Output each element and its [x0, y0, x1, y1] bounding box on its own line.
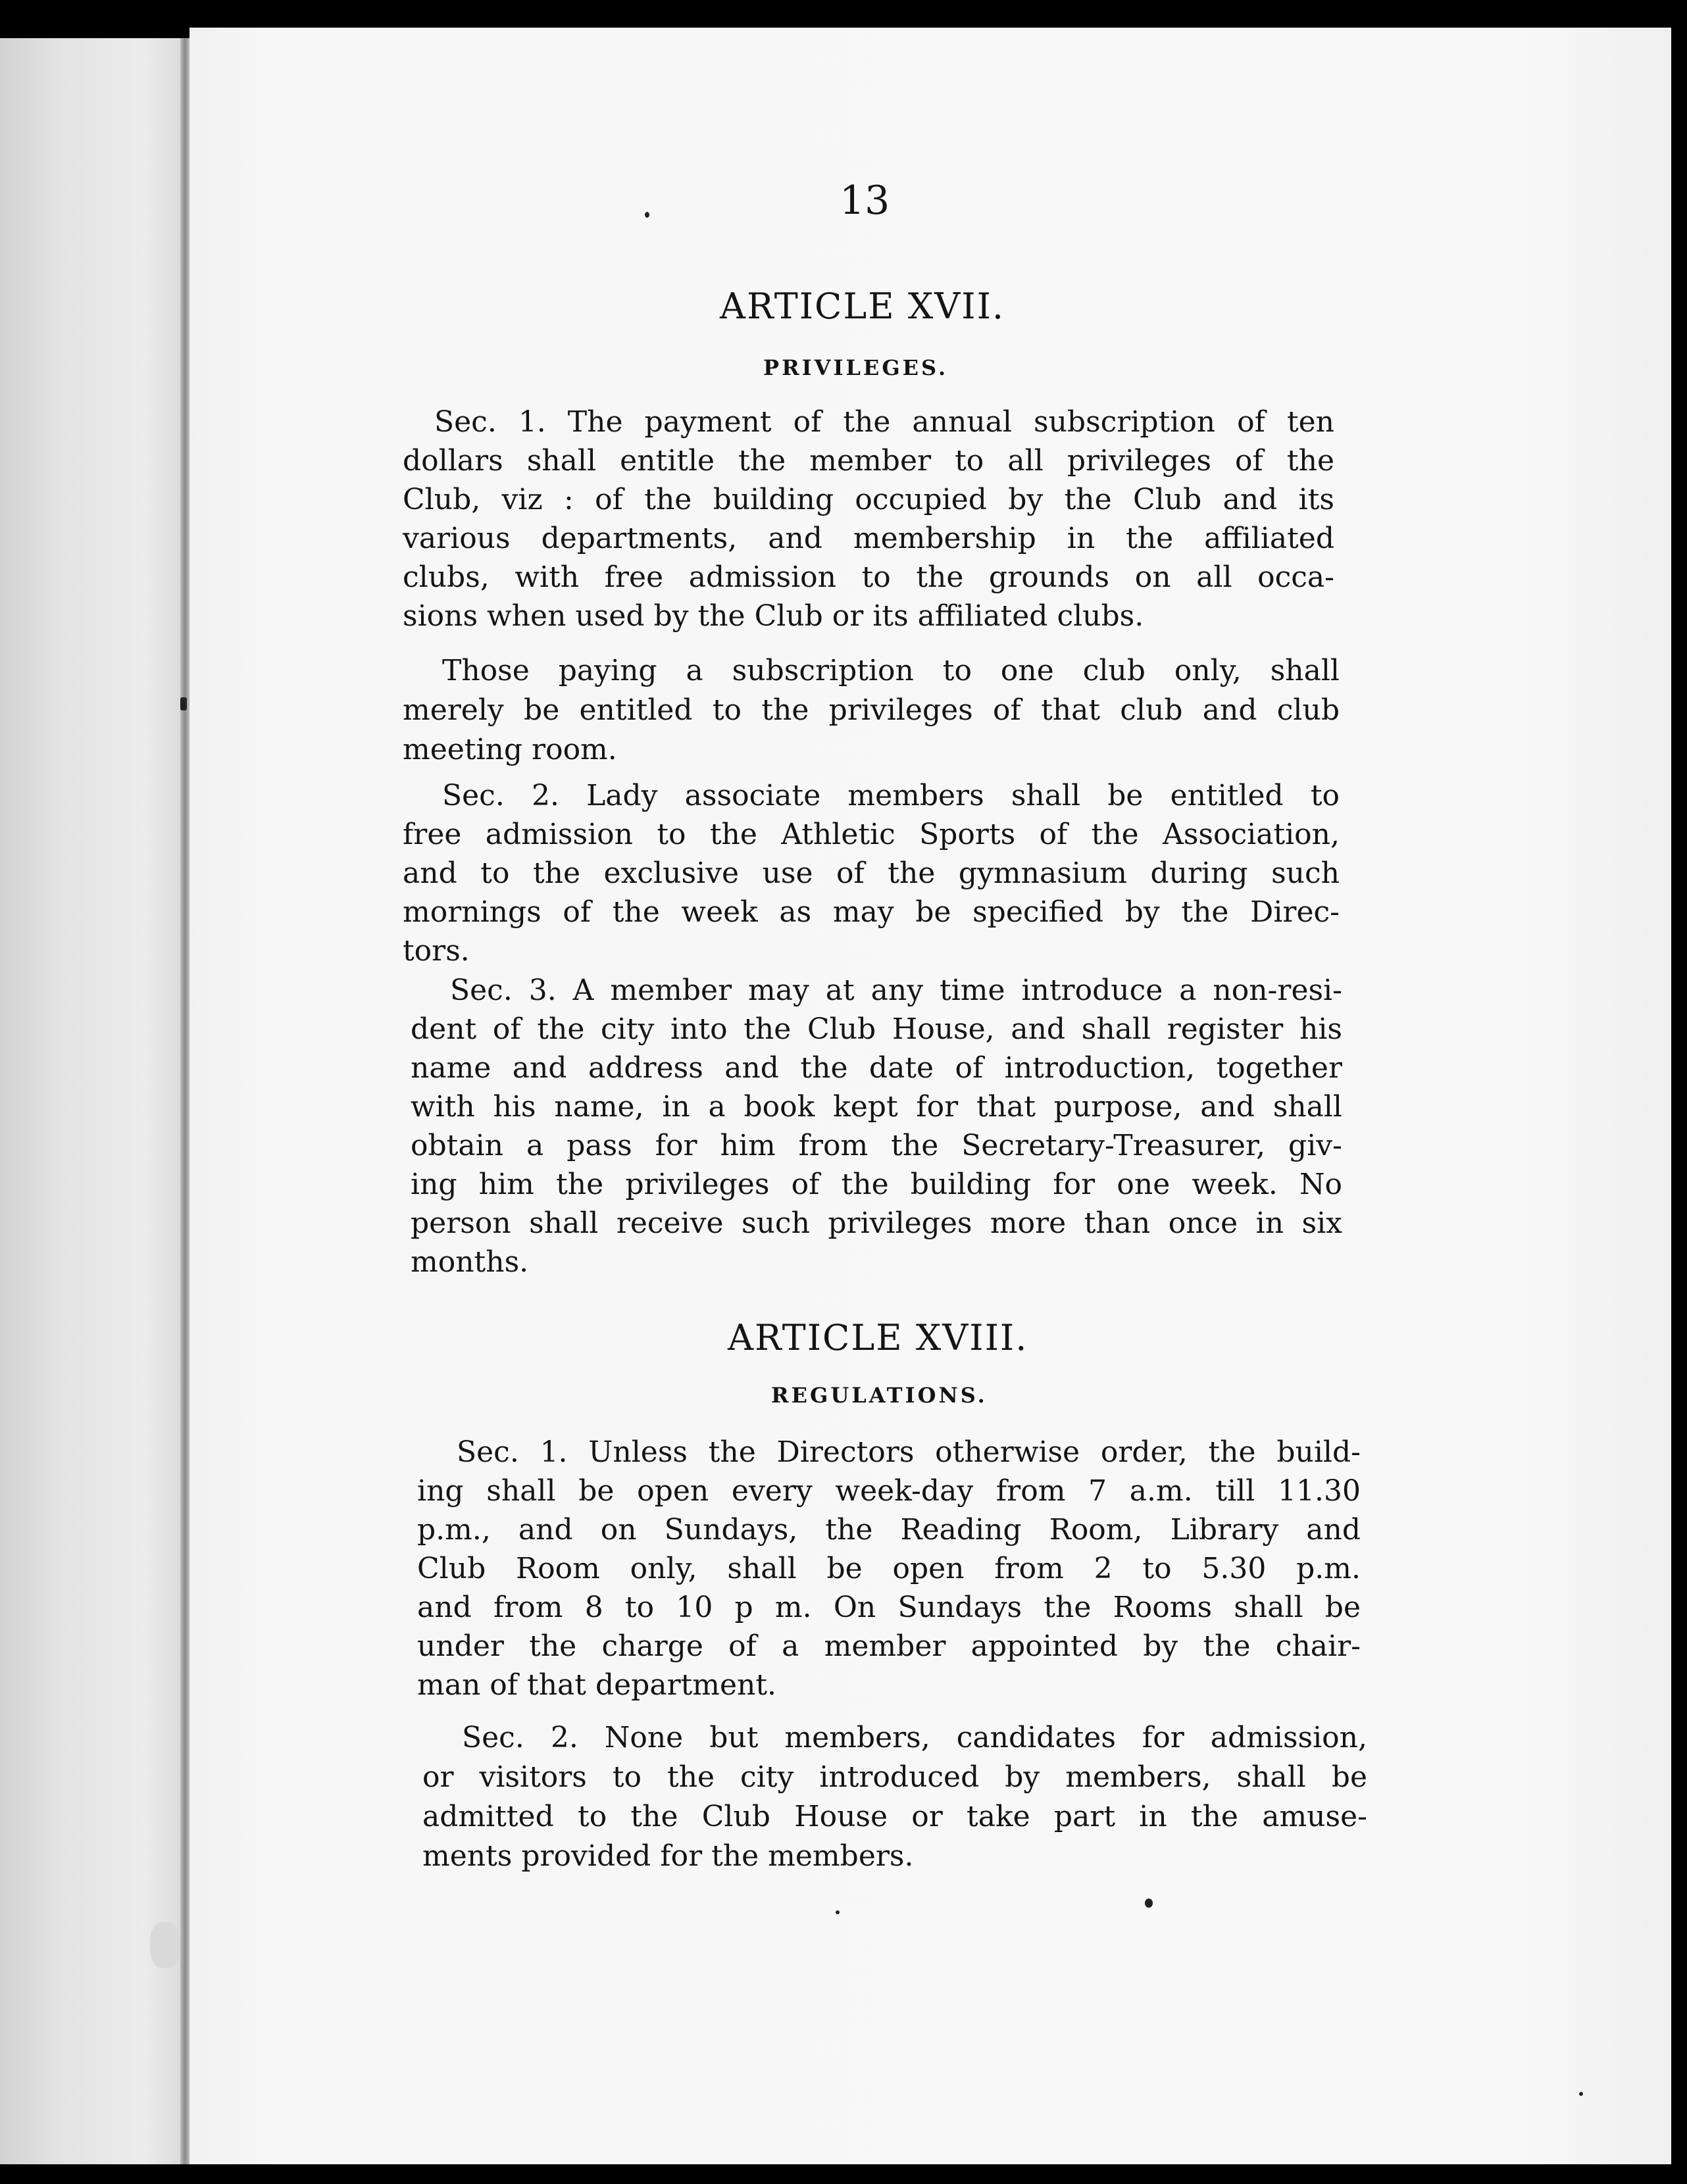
text-line: Club, viz : of the building occupied by the Club and its: [403, 483, 1334, 516]
text-line: Those paying a subscription to one club only, shall: [442, 654, 1340, 687]
text-line: mornings of the week as may be specified by the Direc-: [403, 895, 1340, 929]
article-xvii-sec2: [403, 776, 1340, 970]
text-line: ing shall be open every week-day from 7 a.m. till 11.30: [417, 1474, 1361, 1508]
text-line: Sec. 2. Lady associate members shall be entitled to: [442, 779, 1340, 812]
ink-speck: [1579, 2092, 1583, 2096]
text-line: and to the exclusive use of the gymnasium during such: [403, 856, 1340, 890]
text-line: Sec. 1. The payment of the annual subscription of ten: [434, 405, 1334, 439]
text-line: tors.: [403, 934, 470, 968]
text-line: or visitors to the city introduced by members, shall be: [422, 1760, 1367, 1794]
article-xvii-sec1: [403, 403, 1334, 635]
text-line: obtain a pass for him from the Secretary-Treasurer, giv-: [411, 1129, 1342, 1162]
text-line: various departments, and membership in the affiliated: [403, 522, 1334, 555]
regulations-subheading: REGULATIONS.: [771, 1383, 988, 1408]
text-line: and from 8 to 10 p m. On Sundays the Rooms shall be: [417, 1591, 1361, 1624]
text-line: p.m., and on Sundays, the Reading Room, Library and: [417, 1513, 1361, 1547]
text-line: with his name, in a book kept for that purpose, and shall: [411, 1090, 1342, 1124]
article-xvii-heading: ARTICLE XVII.: [720, 285, 1005, 327]
text-line: admitted to the Club House or take part in the amuse-: [422, 1800, 1367, 1833]
article-xvii-sec1-continued: [403, 651, 1340, 770]
text-line: Club Room only, shall be open from 2 to 5.30 p.m.: [417, 1552, 1361, 1585]
text-line: dollars shall entitle the member to all privileges of the: [403, 444, 1334, 478]
text-line: man of that department.: [417, 1668, 777, 1702]
text-line: under the charge of a member appointed by the chair-: [417, 1629, 1361, 1663]
page-blemish: [150, 1922, 180, 1968]
ink-speck: [1145, 1899, 1153, 1908]
text-line: Sec. 1. Unless the Directors otherwise order, the build-: [457, 1435, 1361, 1469]
book-gutter: [180, 38, 189, 2164]
text-line: person shall receive such privileges more than once in six: [411, 1206, 1342, 1240]
page-number: 13: [840, 178, 890, 224]
facing-page: [0, 38, 180, 2164]
text-line: ments provided for the members.: [422, 1839, 914, 1873]
article-xviii-sec1: [417, 1433, 1361, 1704]
text-line: dent of the city into the Club House, and shall register his: [411, 1012, 1342, 1046]
text-line: free admission to the Athletic Sports of the Association,: [403, 818, 1340, 851]
text-line: Sec. 3. A member may at any time introduce a non-resi-: [450, 974, 1342, 1007]
text-line: Sec. 2. None but members, candidates for admission,: [462, 1721, 1367, 1754]
text-line: ing him the privileges of the building for one week. No: [411, 1168, 1342, 1201]
text-line: merely be entitled to the privileges of that club and club: [403, 693, 1340, 727]
article-xvii-sec3: [411, 971, 1342, 1281]
text-line: meeting room.: [403, 733, 617, 766]
article-xviii-sec2: [422, 1718, 1367, 1876]
ink-speck: [180, 697, 187, 710]
text-line: months.: [411, 1245, 529, 1279]
text-line: clubs, with free admission to the grounds on all occa-: [403, 560, 1334, 594]
ink-speck: [645, 212, 649, 218]
text-line: sions when used by the Club or its affiliated clubs.: [403, 599, 1144, 633]
text-line: name and address and the date of introduction, together: [411, 1051, 1342, 1085]
article-xviii-heading: ARTICLE XVIII.: [728, 1317, 1028, 1358]
privileges-subheading: PRIVILEGES.: [763, 355, 949, 380]
ink-speck: [836, 1910, 840, 1914]
